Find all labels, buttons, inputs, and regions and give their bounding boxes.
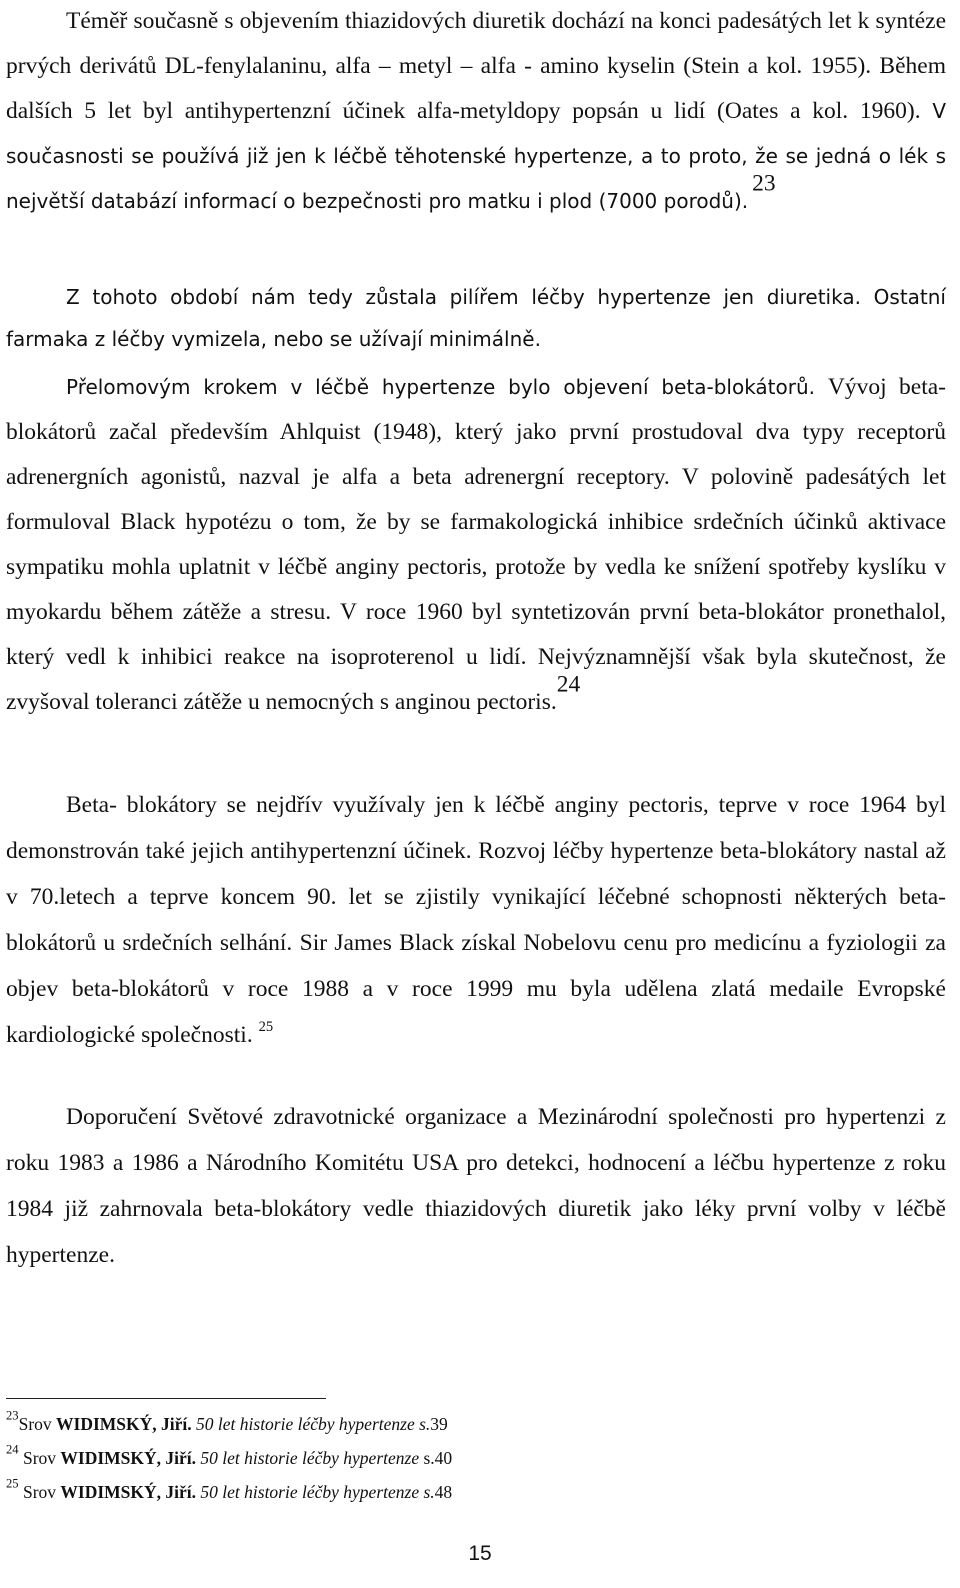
- paragraph-text-serif: Vývoj beta-blokátorů začal především Ahlquist (1948), který jako první prostudoval dva typy receptorů adrenergních agonistů, nazval je alfa a beta adrenergní receptory. V polovině padesátých let formuloval Black hypotézu o tom, že by se farmakologická inhibice srdečních účinků aktivace sympatiku mohla uplatnit v léčbě anginy pectoris, protože by vedla ke snížení spotřeby kyslíku v myokardu během zátěže a stresu. V roce 1960 byl syntetizován první beta-blokátor pronethalol, který vedl k inhibici reakce na isoproterenol u lidí. Nejvýznamnější však byla skutečnost, že zvyšoval toleranci zátěže u nemocných s anginou pectoris.: [6, 374, 946, 715]
- footnote-page: s.40: [419, 1448, 453, 1468]
- footnote-23: [6, 1408, 448, 1435]
- footnote-number: 24: [6, 1442, 19, 1457]
- page-number: 15: [468, 1542, 492, 1565]
- footnote-prefix: Srov: [18, 1448, 61, 1468]
- footnote-separator: [6, 1398, 326, 1399]
- paragraph-text-serif: Téměř současně s objevením thiazidových diuretik dochází na konci padesátých let k syntéze prvých derivátů DL-fenylalaninu, alfa – metyl – alfa - amino kyselin (Stein a kol. 1955). Během dalších 5 let byl antihypertenzní účinek alfa-metyldopy popsán u lidí (Oates a kol. 1960).: [6, 8, 946, 124]
- paragraph-text-sans: Přelomovým krokem v léčbě hypertenze bylo objevení beta-blokátorů.: [66, 375, 828, 399]
- paragraph-text-sans: V současnosti se používá již jen k léčbě těhotenské hypertenze, a to proto, že se jedná o lék s největší databází informací o bezpečnosti pro matku i plod (7000 porodů).: [6, 99, 946, 213]
- footnote-ref: 23: [752, 170, 776, 197]
- paragraph-beta-blokatory-historie: [6, 782, 946, 1058]
- footnote-number: 25: [6, 1476, 19, 1491]
- footnote-page: 48: [434, 1482, 453, 1502]
- footnote-prefix: Srov: [18, 1482, 61, 1502]
- footnote-author: WIDIMSKÝ, Jiří.: [60, 1448, 197, 1468]
- paragraph-beta-blokatory-vyvoj: [6, 366, 946, 726]
- paragraph-diuretika: Z tohoto období nám tedy zůstala pilířem léčby hypertenze jen diuretika. Ostatní farmaka z léčby vymizela, nebo se užívají minimálně.: [6, 285, 946, 351]
- paragraph-text: Beta- blokátory se nejdřív využívaly jen k léčbě anginy pectoris, teprve v roce 1964 byl demonstrován také jejich antihypertenzní účinek. Rozvoj léčby hypertenze beta-blokátory nastal až v 70.letech a teprve koncem 90. let se zjistily vynikající léčebné schopnosti některých beta-blokátorů u srdečních selhání. Sir James Black získal Nobelovu cenu pro medicínu a fyziologii za objev beta-blokátorů v roce 1988 a v roce 1999 mu byla udělena zlatá medaile Evropské kardiologické společnosti.: [6, 792, 946, 1048]
- footnote-author: WIDIMSKÝ, Jiří.: [56, 1414, 192, 1434]
- footnote-number: 23: [6, 1408, 19, 1423]
- footnote-author: WIDIMSKÝ, Jiří.: [60, 1482, 197, 1502]
- footnote-prefix: Srov: [18, 1414, 57, 1434]
- footnote-page: 39: [430, 1414, 448, 1434]
- footnote-ref: 25: [258, 1019, 274, 1036]
- footnote-title: 50 let historie léčby hypertenze s.: [191, 1414, 431, 1434]
- footnote-title: 50 let historie léčby hypertenze s.: [196, 1482, 435, 1502]
- paragraph-doporuceni-who: Doporučení Světové zdravotnické organizace a Mezinárodní společnosti pro hypertenzi z roku 1983 a 1986 a Národního Komitétu USA pro detekci, hodnocení a léčbu hypertenze z roku 1984 již zahrnovala beta-blokátory vedle thiazidových diuretik jako léky první volby v léčbě hypertenze.: [6, 1104, 946, 1268]
- footnote-24: [6, 1442, 453, 1469]
- footnote-25: [6, 1476, 453, 1503]
- footnote-title: 50 let historie léčby hypertenze: [196, 1448, 420, 1468]
- footnote-ref: 24: [556, 671, 581, 698]
- paragraph-alfa-metyldopa: [6, 0, 946, 225]
